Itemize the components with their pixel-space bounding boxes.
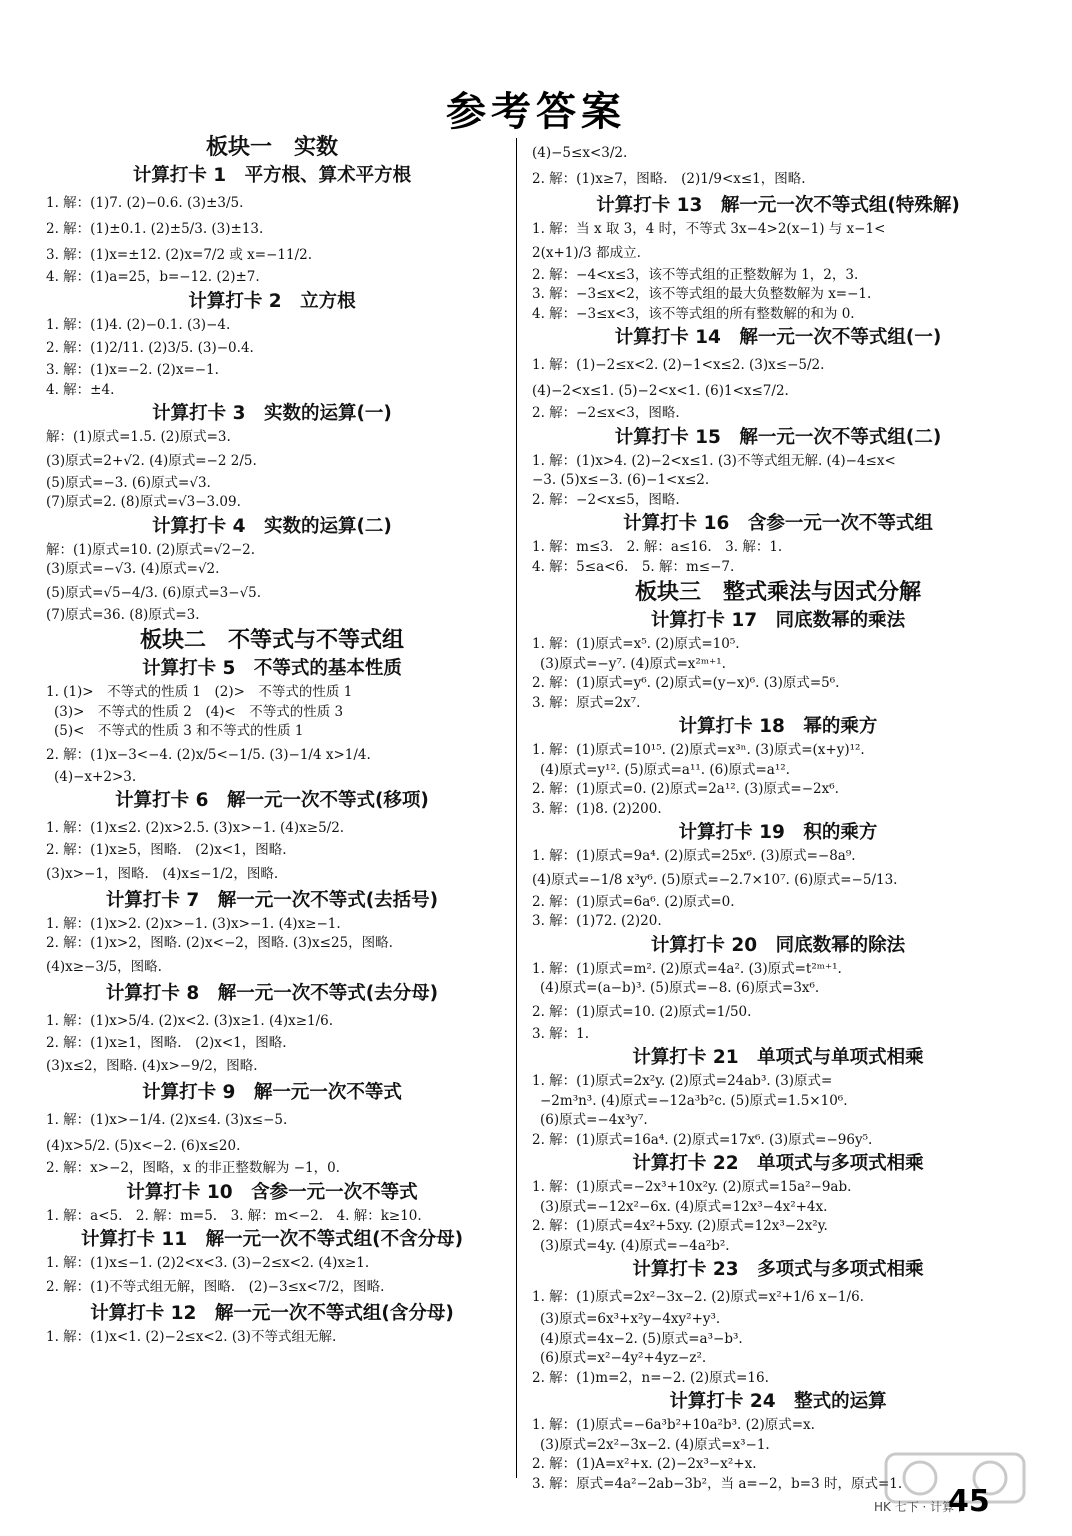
- section-heading: 板块一 实数: [205, 135, 338, 160]
- exercise-heading: 计算打卡 3 实数的运算(一): [152, 403, 392, 424]
- answer-line: 3. 解：(1)8. (2)200.: [532, 800, 662, 817]
- answer-line: 2. 解：−4<x≤3，该不等式组的正整数解为 1，2，3.: [532, 266, 859, 283]
- answer-line: 1. (1)> 不等式的性质 1 (2)> 不等式的性质 1: [46, 684, 353, 700]
- answer-line: (4)x≥−3/5，图略.: [46, 958, 162, 975]
- answer-line: 2. 解：(1)±0.1. (2)±5/3. (3)±13.: [46, 221, 264, 237]
- column-divider: [516, 138, 517, 1478]
- exercise-heading: 计算打卡 19 积的乘方: [678, 822, 878, 843]
- answer-line: (5)原式=√5−4/3. (6)原式=3−√5.: [46, 584, 262, 601]
- answer-line: 1. 解：(1)原式=−2x³+10x²y. (2)原式=15a²−9ab.: [532, 1179, 852, 1195]
- answer-line: −2m³n³. (4)原式=−12a³b²c. (5)原式=1.5×10⁶.: [540, 1092, 848, 1109]
- answer-line: 4. 解：5≤a<6. 5. 解：m≤−7.: [532, 558, 735, 575]
- answer-line: (4)−x+2>3.: [54, 768, 137, 785]
- section-heading: 板块二 不等式与不等式组: [139, 628, 404, 653]
- answer-line: 2. 解：(1)不等式组无解，图略. (2)−3≤x<7/2，图略.: [46, 1278, 385, 1295]
- answer-line: 1. 解：(1)原式=2x²y. (2)原式=24ab³. (3)原式=: [532, 1073, 833, 1089]
- exercise-heading: 计算打卡 24 整式的运算: [669, 1391, 887, 1412]
- answer-line: 2. 解：(1)2/11. (2)3/5. (3)−0.4.: [46, 340, 254, 356]
- answer-line: 2. 解：x>−2，图略，x 的非正整数解为 −1，0.: [46, 1160, 340, 1176]
- answer-line: 1. 解：(1)原式=−6a³b²+10a²b³. (2)原式=x.: [532, 1417, 815, 1433]
- exercise-heading: 计算打卡 2 立方根: [188, 290, 356, 312]
- answer-line: 4. 解：(1)a=25，b=−12. (2)±7.: [46, 269, 260, 285]
- exercise-heading: 计算打卡 5 不等式的基本性质: [142, 658, 402, 679]
- answer-line: 2. 解：(1)x>2，图略. (2)x<−2，图略. (3)x≤25，图略.: [46, 935, 393, 951]
- answer-line: 1. 解：(1)x≤−1. (2)2<x<3. (3)−2≤x<2. (4)x≥1.: [46, 1255, 370, 1271]
- answer-line: 2. 解：(1)原式=6a⁶. (2)原式=0.: [532, 893, 735, 910]
- answer-line: 4. 解：−3≤x<3，该不等式组的所有整数解的和为 0.: [532, 305, 855, 322]
- answer-line: 3. 解：(1)72. (2)20.: [532, 913, 662, 929]
- answer-line: 1. 解：a<5. 2. 解：m=5. 3. 解：m<−2. 4. 解：k≥10.: [46, 1207, 422, 1224]
- answer-line: (6)原式=x²−4y²+4yz−z².: [540, 1350, 707, 1366]
- answer-line: 1. 解：(1)4. (2)−0.1. (3)−4.: [46, 316, 231, 333]
- exercise-heading: 计算打卡 9 解一元一次不等式: [142, 1082, 402, 1103]
- exercise-heading: 计算打卡 16 含参一元一次不等式组: [623, 513, 933, 534]
- answer-line: 2. 解：(1)x≥1，图略. (2)x<1，图略.: [46, 1034, 287, 1051]
- exercise-heading: 计算打卡 10 含参一元一次不等式: [126, 1181, 418, 1203]
- page-title: 参考答案: [446, 89, 626, 135]
- answer-line: (3)x>−1，图略. (4)x≤−1/2，图略.: [46, 865, 279, 882]
- answer-line: 2. 解：(1)原式=16a⁴. (2)原式=17x⁶. (3)原式=−96y⁵.: [532, 1131, 873, 1148]
- exercise-heading: 计算打卡 15 解一元一次不等式组(二): [614, 426, 942, 448]
- answer-line: 2. 解：(1)m=2，n=−2. (2)原式=16.: [532, 1369, 769, 1386]
- exercise-heading: 计算打卡 11 解一元一次不等式组(不含分母): [80, 1229, 464, 1250]
- answer-line: 1. 解：(1)x>−1/4. (2)x≤4. (3)x≤−5.: [46, 1112, 288, 1128]
- answer-line: 1. 解：(1)7. (2)−0.6. (3)±3/5.: [46, 195, 244, 211]
- answer-line: 2. 解：(1)x≥5，图略. (2)x<1，图略.: [46, 842, 287, 858]
- exercise-heading: 计算打卡 12 解一元一次不等式组(含分母): [90, 1302, 454, 1324]
- answer-line: (3)原式=−√3. (4)原式=√2.: [46, 561, 220, 577]
- exercise-heading: 计算打卡 13 解一元一次不等式组(特殊解): [596, 195, 960, 216]
- exercise-heading: 计算打卡 17 同底数幂的乘法: [650, 610, 906, 631]
- answer-line: 2. 解：−2≤x<3，图略.: [532, 405, 680, 421]
- left-answer-column: [46, 132, 498, 1347]
- answer-line: 3. 解：1.: [532, 1025, 590, 1042]
- exercise-heading: 计算打卡 4 实数的运算(二): [152, 515, 392, 537]
- answer-line: (4)原式=4x−2. (5)原式=a³−b³.: [540, 1330, 743, 1347]
- answer-line: 2. 解：(1)A=x²+x. (2)−2x³−x²+x.: [532, 1456, 757, 1472]
- answer-line: (4)x>5/2. (5)x<−2. (6)x≤20.: [46, 1138, 241, 1154]
- answer-line: (3)原式=2+√2. (4)原式=−2 2/5.: [46, 452, 257, 469]
- exercise-heading: 计算打卡 7 解一元一次不等式(去括号): [105, 889, 439, 911]
- answer-line: (4)−5≤x<3/2.: [532, 145, 628, 161]
- answer-line: (4)原式=y¹². (5)原式=a¹¹. (6)原式=a¹².: [540, 761, 790, 778]
- exercise-heading: 计算打卡 23 多项式与多项式相乘: [632, 1259, 924, 1280]
- section-heading: 板块三 整式乘法与因式分解: [634, 580, 921, 605]
- answer-line: (6)原式=−4x³y⁷.: [540, 1112, 648, 1128]
- exercise-heading: 计算打卡 14 解一元一次不等式组(一): [614, 327, 942, 348]
- answer-line: 3. 解：原式=2x⁷.: [532, 694, 641, 711]
- answer-line: 解：(1)原式=1.5. (2)原式=3.: [46, 429, 231, 445]
- exercise-heading: 计算打卡 21 单项式与单项式相乘: [632, 1047, 924, 1068]
- answer-line: (3)> 不等式的性质 2 (4)< 不等式的性质 3: [54, 703, 344, 720]
- answer-line: 2. 解：−2<x≤5，图略.: [532, 491, 680, 508]
- right-answer-column: [532, 140, 1024, 1494]
- answer-line: 1. 解：当 x 取 3，4 时，不等式 3x−4>2(x−1) 与 x−1<: [532, 221, 886, 237]
- answer-line: 1. 解：(1)x<1. (2)−2≤x<2. (3)不等式组无解.: [46, 1328, 337, 1345]
- answer-line: (3)原式=−12x²−6x. (4)原式=12x³−4x²+4x.: [540, 1198, 828, 1215]
- answer-line: 1. 解：(1)x>2. (2)x>−1. (3)x>−1. (4)x≥−1.: [46, 915, 341, 932]
- answer-line: (3)原式=−y⁷. (4)原式=x²ᵐ⁺¹.: [540, 655, 726, 672]
- answer-line: 2. 解：(1)原式=10. (2)原式=1/50.: [532, 1003, 752, 1020]
- answer-line: −3. (5)x≤−3. (6)−1<x≤2.: [532, 472, 710, 488]
- exercise-heading: 计算打卡 6 解一元一次不等式(移项): [115, 790, 429, 811]
- answer-line: 3. 解：原式=4a²−2ab−3b²，当 a=−2，b=3 时，原式=1.: [532, 1475, 903, 1492]
- answer-line: 1. 解：(1)x>4. (2)−2<x≤1. (3)不等式组无解. (4)−4≤x<: [532, 452, 896, 469]
- answer-line: 2. 解：(1)原式=4x²+5xy. (2)原式=12x³−2x²y.: [532, 1218, 828, 1234]
- exercise-heading: 计算打卡 18 幂的乘方: [678, 716, 878, 737]
- answer-line: 2. 解：(1)原式=0. (2)原式=2a¹². (3)原式=−2x⁶.: [532, 781, 839, 797]
- answer-line: 1. 解：(1)x≤2. (2)x>2.5. (3)x>−1. (4)x≥5/2.: [46, 820, 345, 836]
- answer-line: 解：(1)原式=10. (2)原式=√2−2.: [46, 541, 256, 558]
- answer-line: 1. 解：(1)原式=10¹⁵. (2)原式=x³ⁿ. (3)原式=(x+y)¹².: [532, 742, 865, 758]
- answer-line: (4)原式=−1/8 x³y⁶. (5)原式=−2.7×10⁷. (6)原式=−5/13.: [532, 871, 898, 888]
- answer-line: 1. 解：(1)原式=x⁵. (2)原式=10⁵.: [532, 636, 740, 652]
- answer-line: 3. 解：(1)x=±12. (2)x=7/2 或 x=−11/2.: [46, 247, 312, 263]
- answer-line: 3. 解：(1)x=−2. (2)x=−1.: [46, 362, 219, 378]
- answer-line: (7)原式=36. (8)原式=3.: [46, 606, 200, 623]
- page-number: 45: [948, 1484, 990, 1519]
- exercise-heading: 计算打卡 1 平方根、算术平方根: [132, 165, 412, 186]
- answer-line: 3. 解：−3≤x<2，该不等式组的最大负整数解为 x=−1.: [532, 286, 872, 302]
- edition-label: HK 七下 · 计算卡: [874, 1500, 967, 1514]
- answer-line: 1. 解：(1)−2≤x<2. (2)−1<x≤2. (3)x≤−5/2.: [532, 357, 825, 373]
- answer-line: (3)原式=6x³+x²y−4xy²+y³.: [540, 1311, 721, 1327]
- answer-line: (3)原式=4y. (4)原式=−4a²b².: [540, 1237, 730, 1254]
- answer-line: 2(x+1)/3 都成立.: [532, 244, 641, 261]
- answer-line: 2. 解：(1)x≥7，图略. (2)1/9<x≤1，图略.: [532, 171, 806, 187]
- answer-line: 1. 解：(1)x>5/4. (2)x<2. (3)x≥1. (4)x≥1/6.: [46, 1012, 334, 1029]
- exercise-heading: 计算打卡 22 单项式与多项式相乘: [632, 1153, 924, 1174]
- answer-line: 1. 解：(1)原式=m². (2)原式=4a². (3)原式=t²ᵐ⁺¹.: [532, 960, 842, 977]
- answer-line: 1. 解：m≤3. 2. 解：a≤16. 3. 解：1.: [532, 539, 783, 555]
- answer-line: 2. 解：(1)x−3<−4. (2)x/5<−1/5. (3)−1/4 x>1/4.: [46, 746, 371, 763]
- answer-line: 2. 解：(1)原式=y⁶. (2)原式=(y−x)⁶. (3)原式=5⁶.: [532, 675, 840, 691]
- answer-line: 1. 解：(1)原式=9a⁴. (2)原式=25x⁶. (3)原式=−8a⁹.: [532, 848, 856, 864]
- answer-line: (7)原式=2. (8)原式=√3−3.09.: [46, 494, 241, 510]
- exercise-heading: 计算打卡 8 解一元一次不等式(去分母): [105, 982, 439, 1004]
- answer-line: (3)x≤2，图略. (4)x>−9/2，图略.: [46, 1058, 258, 1074]
- answer-line: (3)原式=2x²−3x−2. (4)原式=x³−1.: [540, 1436, 770, 1453]
- exercise-heading: 计算打卡 20 同底数幂的除法: [650, 934, 906, 956]
- answer-line: (5)< 不等式的性质 3 和不等式的性质 1: [54, 723, 304, 739]
- answer-line: 1. 解：(1)原式=2x²−3x−2. (2)原式=x²+1/6 x−1/6.: [532, 1289, 864, 1305]
- answer-line: (4)−2<x≤1. (5)−2<x<1. (6)1<x≤7/2.: [532, 383, 789, 399]
- answer-line: 4. 解：±4.: [46, 381, 115, 398]
- answer-line: (4)原式=(a−b)³. (5)原式=−8. (6)原式=3x⁶.: [540, 980, 820, 996]
- answer-line: (5)原式=−3. (6)原式=√3.: [46, 474, 211, 491]
